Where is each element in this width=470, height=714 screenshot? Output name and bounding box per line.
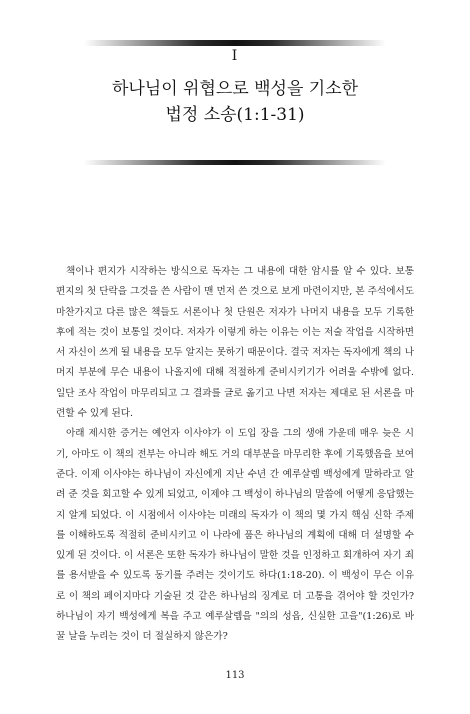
paragraph-2: 아래 제시한 증거는 예언자 이사야가 이 도입 장을 그의 생애 가운데 매우 늦은 시기, 아마도 이 책의 전부는 아니라 해도 거의 대부분을 마무리한 후에 기록했음을 보여 준다. 이제 이사야는 하나님이 자신에게 지난 수년 간 예루살렘 백성에게 말하라고 알려 준 것을 회고할 수 있게 되었고, 이제야 그 백성이 하나님의 말씀에 어떻게 응답했는지 알게 되었다. 이 시점에서 이사야는 미래의 독자가 이 책의 몇 가지 핵심 신학 주제를 이해하도록 적절히 준비시키고 이 나라에 품은 하나님의 계획에 대해 더 설명할 수 있게 된 것이다. 이 서론은 또한 독자가 하나님이 말한 것을 인정하고 회개하여 자기 죄를 용서받을 수 있도록 동기를 주려는 것이기도 하다(1:18-20). 이 백성이 무슨 이유로 이 책의 페이지마다 기술된 것 같은 하나님의 징계로 더 고통을 겪어야 할 것인가? 하나님이 자기 백성에게 복을 주고 예루살렘을 "의의 성읍, 신실한 고을"(1:26)로 바꿀 날을 누리는 것이 더 절실하지 않은가? — [56, 428, 414, 643]
bottom-decorative-rule — [84, 160, 386, 165]
chapter-title-line-2: 법정 소송(1:1-31) — [165, 105, 305, 125]
page-number: 113 — [225, 670, 245, 681]
top-decorative-rule — [84, 40, 386, 46]
body-text — [56, 262, 414, 648]
paragraph-1: 책이나 편지가 시작하는 방식으로 독자는 그 내용에 대한 암시를 알 수 있다. 보통 편지의 첫 단락을 그것을 쓴 사람이 맨 먼저 쓴 것으로 보게 마련이지만, 본 주석에서도 마찬가지고 다른 많은 책들도 서론이나 첫 단원은 저자가 나머지 내용을 모두 기록한 후에 적는 것이 보통일 것이다. 저자가 이렇게 하는 이유는 이는 저술 작업을 시작하면서 자신이 쓰게 될 내용을 모두 알지는 못하기 때문이다. 결국 저자는 독자에게 책의 나머지 부분에 무슨 내용이 나올지에 대해 적절하게 준비시키기가 어려울 수밖에 없다. 일단 조사 작업이 마무리되고 그 결과를 글로 옮기고 나면 저자는 제대로 된 서론을 마련할 수 있게 된다. — [56, 266, 414, 420]
chapter-title-line-1: 하나님이 위협으로 백성을 기소한 — [111, 79, 359, 99]
chapter-title — [0, 76, 470, 128]
chapter-numeral: I — [231, 48, 239, 64]
